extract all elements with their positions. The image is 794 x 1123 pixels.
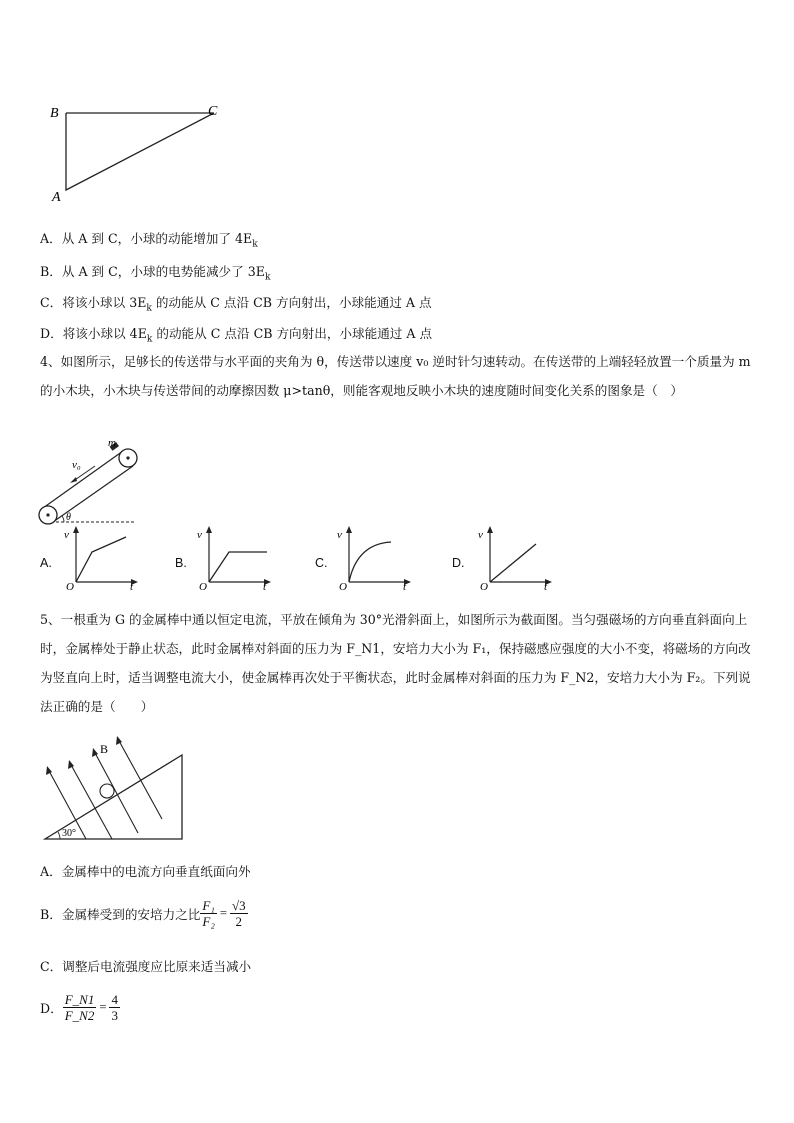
origin-label: O xyxy=(339,581,347,590)
q5-option-c[interactable]: C．调整后电流强度应比原来适当减小 xyxy=(40,959,252,974)
axis-v-label: v xyxy=(337,529,342,541)
q3-option-c[interactable]: C．将该小球以 $3E_k$ 的动能从 C 点沿 CB 方向射出，小球能通过 A 点 xyxy=(40,295,432,314)
ratio-f1-f2: $\frac{\text{F₁}}{\text{F₂}}$ xyxy=(202,898,215,929)
origin-label: O xyxy=(66,581,74,590)
ratio-fn1-fn2: $\frac{F\_N1}{F\_N2}$ xyxy=(64,992,95,1023)
q3-option-a[interactable]: A．从 A 到 C，小球的动能增加了 $4E_k$ xyxy=(40,231,258,250)
q5-option-d[interactable]: D． $\frac{F\_N1}{F\_N2}$ = $\frac{4}{3}$ xyxy=(40,992,118,1023)
q4-question-stem: 4、如图所示，足够长的传送带与水平面的夹角为 θ，传送带以速度 v₀ 逆时针匀速转动。在传送带的上端轻轻放置一个质量为 m 的小木块，小木块与传送带间的动摩擦因数 μ>tanθ，则能客观地反映小木块的速度随时间变化关系的图象是（ ） xyxy=(40,354,751,398)
q3-option-d[interactable]: D．将该小球以 $4E_k$ 的动能从 C 点沿 CB 方向射出，小球能通过 A 点 xyxy=(40,326,433,345)
q5-question-stem: 5、一根重为 G 的金属棒中通以恒定电流，平放在倾角为 30°光滑斜面上，如图所示为截面图。当匀强磁场的方向垂直斜面向上时，金属棒处于静止状态，此时金属棒对斜面的压力为 F_N1，安培力大小为 F₁，保持磁感应强度的大小不变，将磁场的方向改为竖直向上时，适当调整电流大小，使金属棒再次处于平衡状态，此时金属棒对斜面的压力为 F_N2，安培力大小为 F₂。下列说法正确的是（ ） xyxy=(40,612,751,714)
block-mass-label: m xyxy=(108,437,116,449)
axis-t-label: t xyxy=(544,581,548,590)
q4-option-d-label[interactable]: D. xyxy=(452,556,465,570)
incline-angle-label: 30° xyxy=(62,828,76,839)
q4-graph-c[interactable] xyxy=(335,522,415,590)
axis-v-label: v xyxy=(478,529,483,541)
axis-t-label: t xyxy=(403,581,407,590)
q4-option-c-label[interactable]: C. xyxy=(315,556,328,570)
vertex-b-label: B xyxy=(50,106,59,121)
ratio-sqrt3-2: $\frac{√3}{2}$ xyxy=(231,898,246,929)
field-b-label: B xyxy=(100,742,109,756)
origin-label: O xyxy=(480,581,488,590)
triangle-abc-figure xyxy=(40,95,240,215)
ratio-4-3: $\frac{4}{3}$ xyxy=(111,992,118,1023)
incline-field-figure xyxy=(40,735,190,845)
q4-graph-d[interactable] xyxy=(476,522,556,590)
vertex-c-label: C xyxy=(208,104,218,119)
q4-option-a-label[interactable]: A. xyxy=(40,556,52,570)
q4-option-b-label[interactable]: B. xyxy=(175,556,187,570)
axis-t-label: t xyxy=(263,581,267,590)
q4-graph-a[interactable] xyxy=(62,522,142,590)
axis-v-label: v xyxy=(197,529,202,541)
conveyor-belt-figure xyxy=(30,436,150,528)
origin-label: O xyxy=(199,581,207,590)
belt-angle-label: θ xyxy=(66,512,71,523)
q5-option-a[interactable]: A．金属棒中的电流方向垂直纸面向外 xyxy=(40,864,251,879)
vertex-a-label: A xyxy=(52,190,61,205)
axis-t-label: t xyxy=(130,581,134,590)
q4-graph-b[interactable] xyxy=(195,522,275,590)
axis-v-label: v xyxy=(64,529,69,541)
belt-speed-label: v₀ xyxy=(72,459,81,471)
q3-option-b[interactable]: B．从 A 到 C，小球的电势能减少了 $3E_k$ xyxy=(40,264,271,283)
q5-option-b[interactable]: B．金属棒受到的安培力之比 $\frac{\text{F₁}}{\text{F₂}}$ = $\frac{√3}{2}$ xyxy=(40,898,246,929)
